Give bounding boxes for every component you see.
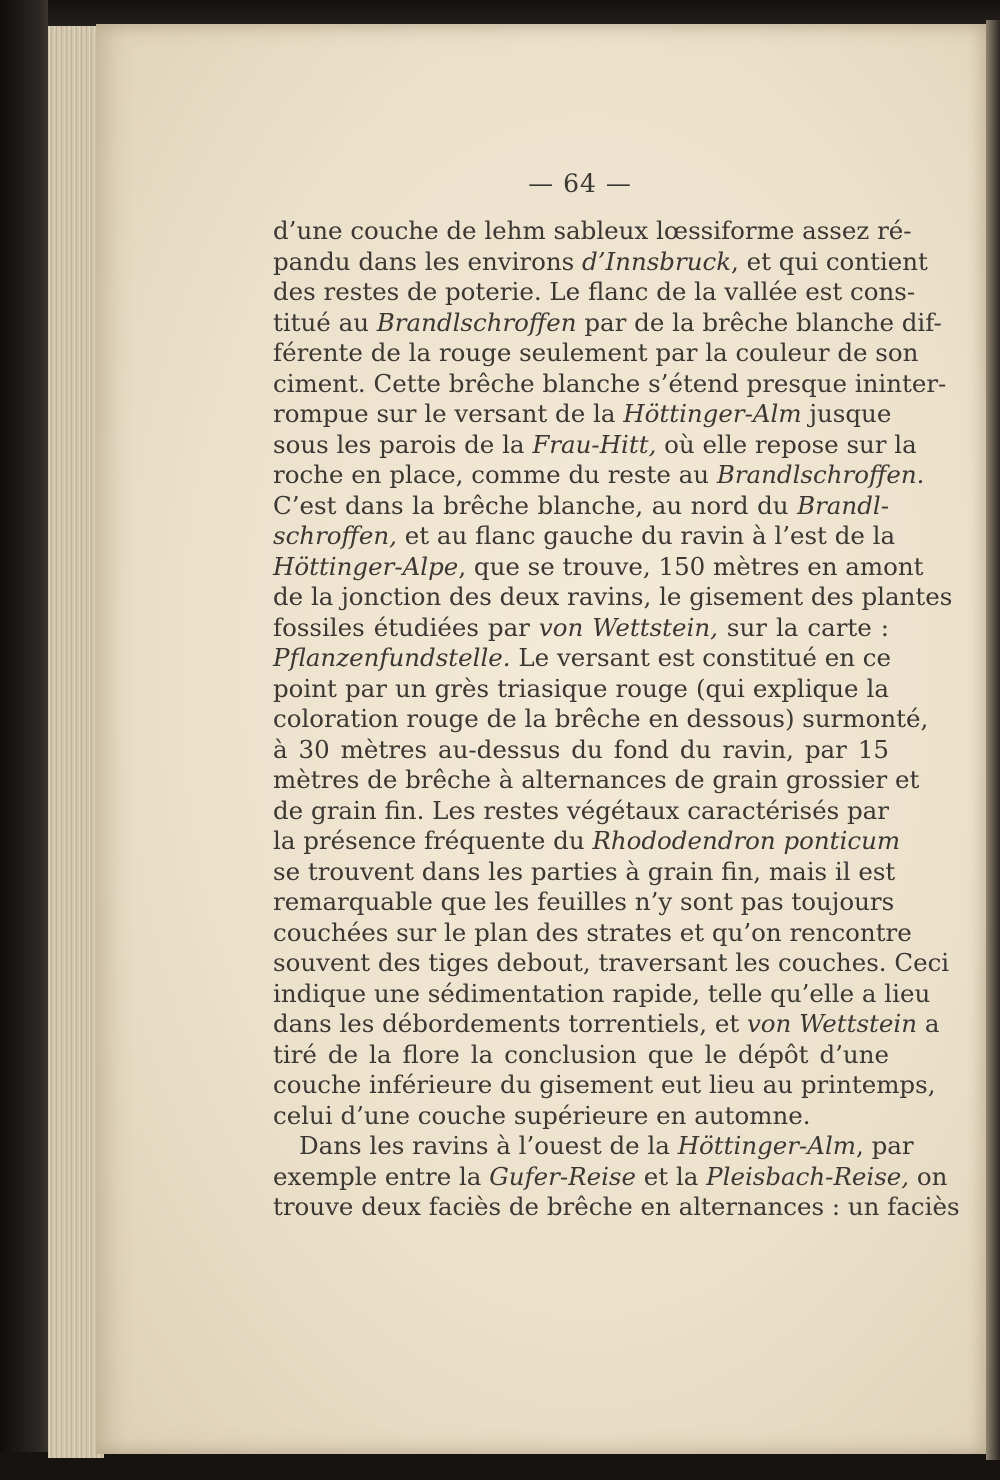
text-run: des restes de poterie. Le flanc de la vallée est cons- — [273, 277, 916, 306]
text-line — [273, 1161, 948, 1193]
text-run: C’est dans la brêche blanche, au nord du — [273, 490, 798, 520]
text-run: de grain fin. Les restes végétaux caractérisés par — [273, 795, 889, 825]
text-line — [273, 948, 950, 979]
text-run: tiré de la flore la conclusion que le dépôt d’une — [273, 1039, 889, 1069]
text-line — [273, 826, 901, 857]
text-run: roche en place, comme du reste au — [273, 460, 717, 489]
text-line — [273, 643, 889, 674]
italic-text: von Wettstein, — [538, 612, 718, 642]
text-line — [273, 216, 912, 247]
text-line — [273, 1040, 889, 1071]
text-run: point par un grès triasique rouge (qui explique la — [273, 673, 889, 703]
italic-text: Rhododendron ponticum — [592, 826, 901, 855]
text-line — [273, 368, 947, 400]
text-line — [273, 338, 919, 369]
italic-text: Höttinger-Alm — [677, 1131, 857, 1160]
italic-text: Pflanzenfundstelle. — [273, 643, 511, 672]
text-line — [273, 277, 916, 308]
text-line — [273, 307, 942, 339]
text-run: et au flanc gauche du ravin à l’est de la — [396, 521, 896, 550]
text-run: celui d’une couche supérieure en automne. — [273, 1100, 811, 1130]
text-run: de la jonction des deux ravins, le gisement des plantes — [273, 582, 953, 611]
book-cover-left — [0, 0, 48, 1480]
text-run: jusque — [801, 399, 892, 428]
text-line — [273, 1192, 960, 1223]
body-text — [273, 216, 960, 1223]
text-run: couche inférieure du gisement eut lieu au printemps, — [273, 1070, 936, 1099]
text-line — [273, 1009, 940, 1040]
text-run: , que se trouve, 150 mètres en amont — [458, 551, 924, 581]
text-run: où elle repose sur la — [656, 429, 917, 459]
text-run: a — [917, 1009, 940, 1038]
text-run: dans les débordements torrentiels, et — [273, 1009, 747, 1038]
text-line — [273, 887, 895, 918]
text-run: , et qui contient — [731, 246, 928, 276]
italic-text: von Wettstein — [746, 1009, 918, 1038]
text-run: mètres de brêche à alternances de grain grossier et — [273, 765, 920, 794]
page-number: — 64 — — [528, 169, 632, 198]
text-run: ciment. Cette brêche blanche s’étend presque ininter- — [273, 368, 947, 398]
text-run: se trouvent dans les parties à grain fin, mais il est — [273, 856, 896, 886]
text-run: , par — [856, 1131, 914, 1160]
text-run: Le versant est constitué en ce — [510, 643, 891, 672]
text-line — [273, 856, 896, 888]
text-run: sous les parois de la — [273, 429, 533, 459]
text-run: exemple entre la — [273, 1161, 490, 1191]
text-run: fossiles étudiées par — [273, 612, 539, 642]
text-run: par de la brêche blanche dif- — [576, 307, 942, 337]
text-line — [273, 704, 929, 735]
italic-text: Höttinger-Alpe — [273, 551, 459, 581]
italic-text: Brandl- — [797, 490, 889, 520]
text-line — [273, 551, 924, 583]
text-run: indique une sédimentation rapide, telle qu’elle a lieu — [273, 978, 931, 1008]
text-line — [273, 1101, 889, 1132]
text-run: souvent des tiges debout, traversant les couches. Ceci — [273, 948, 950, 977]
italic-text: Brandlschroffen — [376, 307, 577, 337]
text-run: couchées sur le plan des strates et qu’on rencontre — [273, 917, 912, 947]
text-line — [273, 735, 889, 766]
text-line — [273, 521, 896, 552]
text-run: rompue sur le versant de la — [273, 399, 624, 428]
text-run: la présence fréquente du — [273, 826, 593, 855]
text-line — [273, 1070, 936, 1101]
text-line — [273, 613, 889, 644]
text-line — [273, 1131, 914, 1162]
text-line — [273, 978, 931, 1010]
italic-text: Höttinger-Alm — [623, 399, 802, 428]
italic-text: Frau-Hitt, — [532, 429, 657, 459]
text-run: trouve deux faciès de brêche en alternances : un faciès — [273, 1192, 960, 1221]
text-line — [273, 796, 889, 827]
text-run: pandu dans les environs — [273, 246, 583, 276]
text-line — [273, 765, 920, 796]
text-line — [273, 582, 953, 613]
text-line — [273, 399, 892, 430]
italic-text: d’Innsbruck — [582, 246, 732, 276]
text-run: remarquable que les feuilles n’y sont pas toujours — [273, 887, 895, 916]
text-run: on — [909, 1161, 948, 1191]
text-line — [273, 429, 917, 461]
text-run: et la — [635, 1161, 707, 1191]
text-run: coloration rouge de la brêche en dessous) surmonté, — [273, 704, 929, 733]
italic-text: schroffen, — [273, 521, 397, 550]
text-run: sur la carte : — [717, 612, 889, 642]
text-run: à 30 mètres au-dessus du fond du ravin, par 15 — [273, 734, 889, 764]
text-line — [273, 460, 925, 491]
text-line — [273, 491, 889, 522]
text-line — [273, 674, 889, 705]
text-run: d’une couche de lehm sableux lœssiforme assez ré- — [273, 216, 912, 245]
book-right-edge — [986, 20, 1000, 1460]
book-cover-bottom — [0, 1452, 1000, 1480]
italic-text: Gufer-Reise — [489, 1161, 636, 1191]
text-run: titué au — [273, 307, 377, 337]
text-run: Dans les ravins à l’ouest de la — [299, 1131, 678, 1160]
text-line — [273, 917, 912, 949]
text-run: férente de la rouge seulement par la couleur de son — [273, 338, 919, 367]
italic-text: Brandlschroffen. — [716, 460, 925, 489]
text-line — [273, 246, 928, 278]
italic-text: Pleisbach-Reise, — [706, 1161, 910, 1191]
